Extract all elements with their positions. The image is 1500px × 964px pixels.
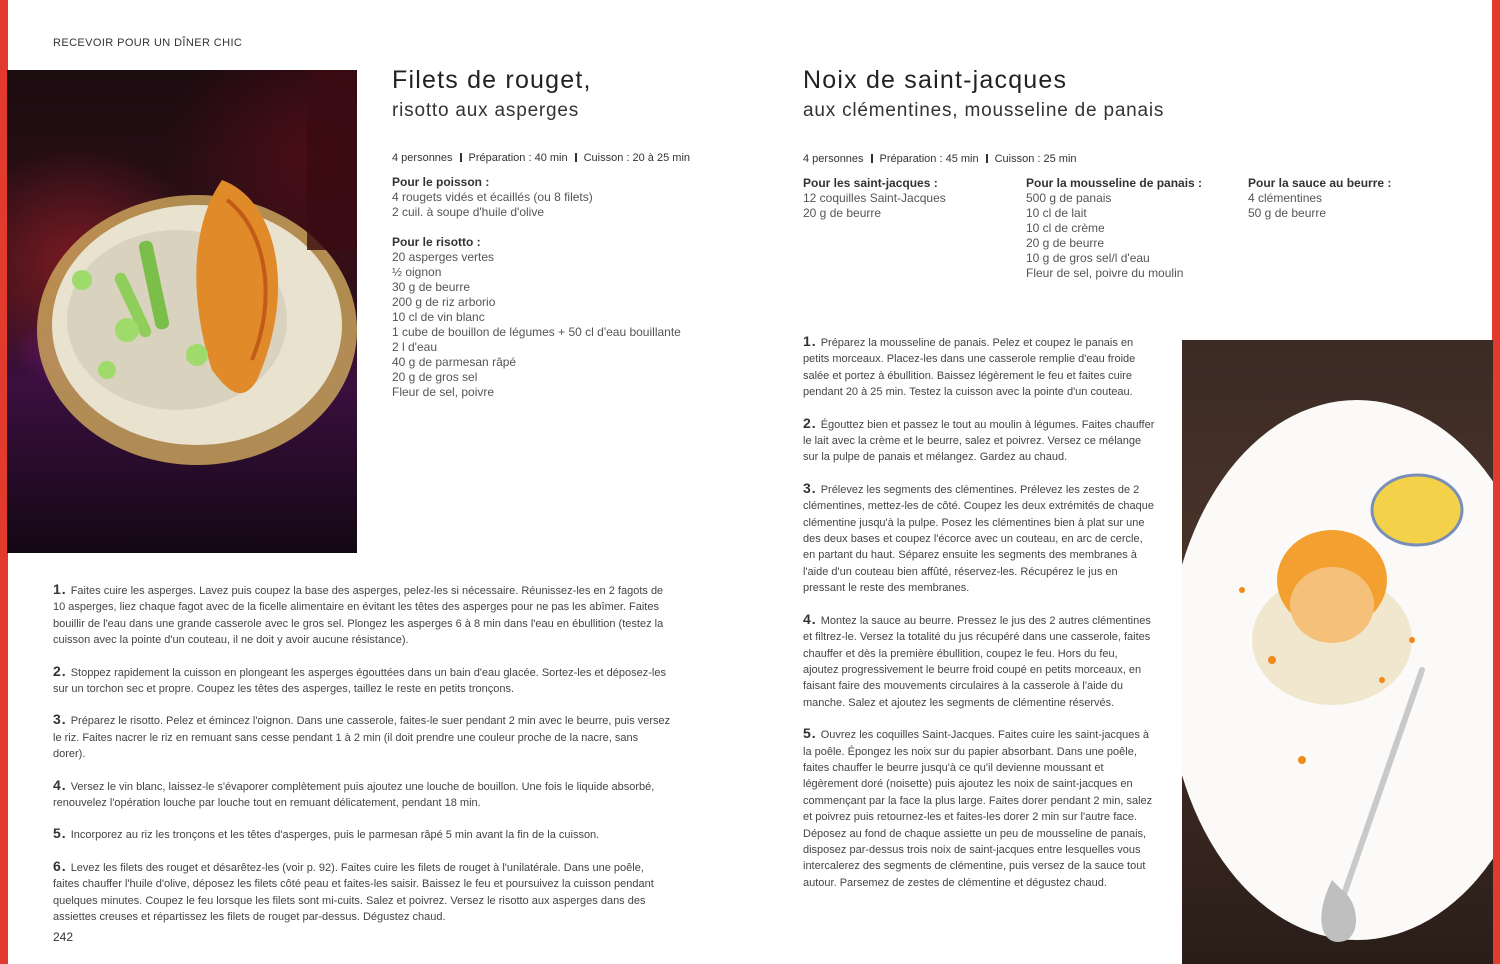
step-text: Incorporez au riz les tronçons et les têtes d'asperges, puis le parmesan râpé 5 min avant la fin de la cuisson. [70,829,600,842]
step [53,581,673,649]
step [53,777,673,812]
servings: 4 personnes [392,152,453,164]
ingredients-right-col1 [803,176,1013,221]
step-number: 4. [53,776,67,793]
ingredient-group [392,235,722,400]
ingredient-item: 1 cube de bouillon de légumes + 50 cl d'eau bouillante [392,325,681,339]
ingredient-item: 4 rougets vidés et écaillés (ou 8 filets) [392,190,593,204]
ingredient-item: 10 cl de crème [1026,221,1105,235]
step-text: Montez la sauce au beurre. Pressez le jus des 2 autres clémentines et filtrez-le. Versez la totalité du jus récupéré dans une casserole, faites chauffer et dès la première ébullition, coupez le feu. Hors du feu, ajoutez progressivement le beurre froid coupé en petits morceaux, en faisant faire des mouvements circulaires à la casserole à l'aide du manche. Salez et ajoutez les segments de clémentine réservés. [803,614,1151,709]
saint-jacques-photo [1182,340,1493,964]
cook-time: Cuisson : 20 à 25 min [583,152,690,164]
ingredient-item: Fleur de sel, poivre du moulin [1026,266,1184,280]
step [53,663,673,698]
step [803,415,1155,466]
step-number: 3. [803,479,817,496]
ingredient-item: 20 asperges vertes [392,250,495,264]
ingredient-item: 500 g de panais [1026,191,1112,205]
step-text: Ouvrez les coquilles Saint-Jacques. Faites cuire les saint-jacques à la poêle. Épongez les noix sur du papier absorbant. Dans une poêle, faites chauffer le beurre jusqu'à ce qu'il devienne moussant et légèrement doré (noisette) puis ajoutez les noix de saint-jacques en commençant par la face la plus large. Faites dorer pendant 2 min, salez et poivrez puis retournez-les et faites-les dorer 2 min sur l'autre face. Déposez au fond de chaque assiette un peu de mousseline de panais, disposez par-dessus trois noix de saint-jacques entre lesquelles vous intercalerez des segments de clémentine, puis versez de la sauce tout autour. Parsemez de zestes de clémentine et dégustez chaud. [803,729,1153,889]
step-number: 5. [53,825,67,842]
ingredient-group-heading: Pour la mousseline de panais : [1026,176,1203,190]
cook-time: Cuisson : 25 min [994,153,1077,165]
plate-illustration [1182,340,1493,964]
ingredient-item: 20 g de gros sel [392,370,478,384]
ingredient-item: 12 coquilles Saint-Jacques [803,191,946,205]
steps-left [53,581,673,940]
page-number: 242 [53,930,74,944]
ingredient-item: Fleur de sel, poivre [392,385,495,399]
step [53,711,673,762]
ingredient-item: 20 g de beurre [1026,236,1105,250]
ingredients-right-col3 [1248,176,1448,221]
step-number: 5. [803,725,817,742]
ingredient-group-heading: Pour la sauce au beurre : [1248,176,1392,190]
steps-right [803,333,1155,905]
step [803,611,1155,711]
ingredient-item: 50 g de beurre [1248,206,1327,220]
prep-time: Préparation : 40 min [468,152,568,164]
recipe-title-right: Noix de saint-jacques [803,66,1068,94]
ingredient-item: 40 g de parmesan râpé [392,355,517,369]
servings: 4 personnes [803,153,864,165]
prep-time: Préparation : 45 min [879,153,979,165]
ingredient-group [392,175,722,220]
recipe-subtitle-left: risotto aux asperges [392,100,580,121]
step-number: 6. [53,857,67,874]
step-number: 1. [53,581,67,597]
step-text: Faites cuire les asperges. Lavez puis coupez la base des asperges, pelez-les si nécessaire. Réunissez-les en 2 fagots de 10 asperges, liez chaque fagot avec de la ficelle alimentaire en évitant les têtes des asperges pour ne pas les abîmer. Faites bouillir de l'eau dans une grande casserole avec le gros sel. Plongez les asperges 6 à 8 min dans l'eau en ébullition (testez la cuisson avec la pointe d'un couteau, il ne doit y avoir aucune résistance). [53,585,664,647]
separator [871,154,873,163]
ingredient-group-heading: Pour le poisson : [392,175,490,189]
ingredient-item: ½ oignon [392,265,442,279]
step [803,725,1155,891]
step-text: Levez les filets des rouget et désarêtez-les (voir p. 92). Faites cuire les filets de rouget à l'unilatérale. Dans une poêle, faites chauffer l'huile d'olive, déposez les filets côté peau et faites-les saisir. Baissez le feu et poursuivez la cuisson pendant quelques minutes. Coupez le feu lorsque les filets sont mi-cuits. Salez et poivrez. Versez le risotto aux asperges dans des assiettes creuses et répartissez les filets de rouget par-dessus. Dégustez chaud. [53,861,654,924]
separator [575,153,577,162]
ingredient-item: 2 l d'eau [392,340,437,354]
step-text: Préparez le risotto. Pelez et émincez l'oignon. Dans une casserole, faites-le suer pendant 2 min avec le beurre, puis versez le riz. Faites nacrer le riz en remuant sans cesse pendant 1 à 2 min (il doit prendre une couleur proche de la nacre, sans dorer). [53,715,671,761]
ingredient-group-heading: Pour les saint-jacques : [803,176,938,190]
step-text: Préparez la mousseline de panais. Pelez et coupez le panais en petits morceaux. Placez-les dans une casserole remplie d'eau froide salée et portez à ébullition. Baissez légèrement le feu et faites cuire pendant 20 à 25 min. Testez la cuisson avec la pointe d'un couteau. [803,337,1136,399]
plate-illustration [7,70,357,553]
ingredient-item: 10 g de gros sel/l d'eau [1026,251,1150,265]
running-head: RECEVOIR POUR UN DÎNER CHIC [53,37,243,49]
step-number: 4. [803,610,817,627]
ingredient-item: 2 cuil. à soupe d'huile d'olive [392,205,545,219]
ingredient-item: 4 clémentines [1248,191,1323,205]
ingredient-item: 200 g de riz arborio [392,295,496,309]
step-text: Prélevez les segments des clémentines. Prélevez les zestes de 2 clémentines, mettez-les de côté. Coupez les deux extrémités de chaque clémentine jusqu'à la pulpe. Posez les clémentines bien à plat sur une des deux bases et coupez l'écorce avec un couteau, en arc de cercle, en partant du haut. Séparez ensuite les segments des membranes à l'aide d'un couteau bien affûté, réservez-les. Récupérez le jus en pressant le reste des membranes. [803,483,1154,595]
step [53,858,673,926]
step-text: Stoppez rapidement la cuisson en plongeant les asperges égouttées dans un bain d'eau glacée. Sortez-les et déposez-les sur un torchon sec et propre. Coupez les têtes des asperges, taillez le reste en petits tronçons. [53,666,666,696]
ingredient-group-heading: Pour le risotto : [392,235,481,249]
recipe-meta-left [392,152,690,164]
step-text: Versez le vin blanc, laissez-le s'évaporer complètement puis ajoutez une louche de bouillon. Une fois le liquide absorbé, renouvelez l'opération louche par louche tout en remuant délicatement, pendant 18 min. [53,780,655,810]
ingredient-item: 30 g de beurre [392,280,471,294]
ingredients-left [392,175,722,400]
rouget-risotto-photo [7,70,357,553]
ingredients-right-col2 [1026,176,1241,281]
step-text: Égouttez bien et passez le tout au moulin à légumes. Faites chauffer le lait avec la crème et le beurre, salez et poivrez. Versez ce mélange sur la pulpe de panais et mélangez. Gardez au chaud. [803,418,1155,464]
recipe-meta-right [803,153,1077,165]
ingredient-item: 20 g de beurre [803,206,882,220]
step-number: 2. [53,662,67,679]
step-number: 1. [803,333,817,349]
separator [986,154,988,163]
step-number: 3. [53,711,67,728]
ingredient-item: 10 cl de lait [1026,206,1087,220]
step [53,825,673,843]
ingredient-item: 10 cl de vin blanc [392,310,485,324]
right-page-edge [1492,0,1500,964]
step [803,480,1155,597]
step [803,333,1155,401]
recipe-subtitle-right: aux clémentines, mousseline de panais [803,100,1165,121]
step-number: 2. [803,414,817,431]
recipe-title-left: Filets de rouget, [392,66,592,94]
separator [460,153,462,162]
